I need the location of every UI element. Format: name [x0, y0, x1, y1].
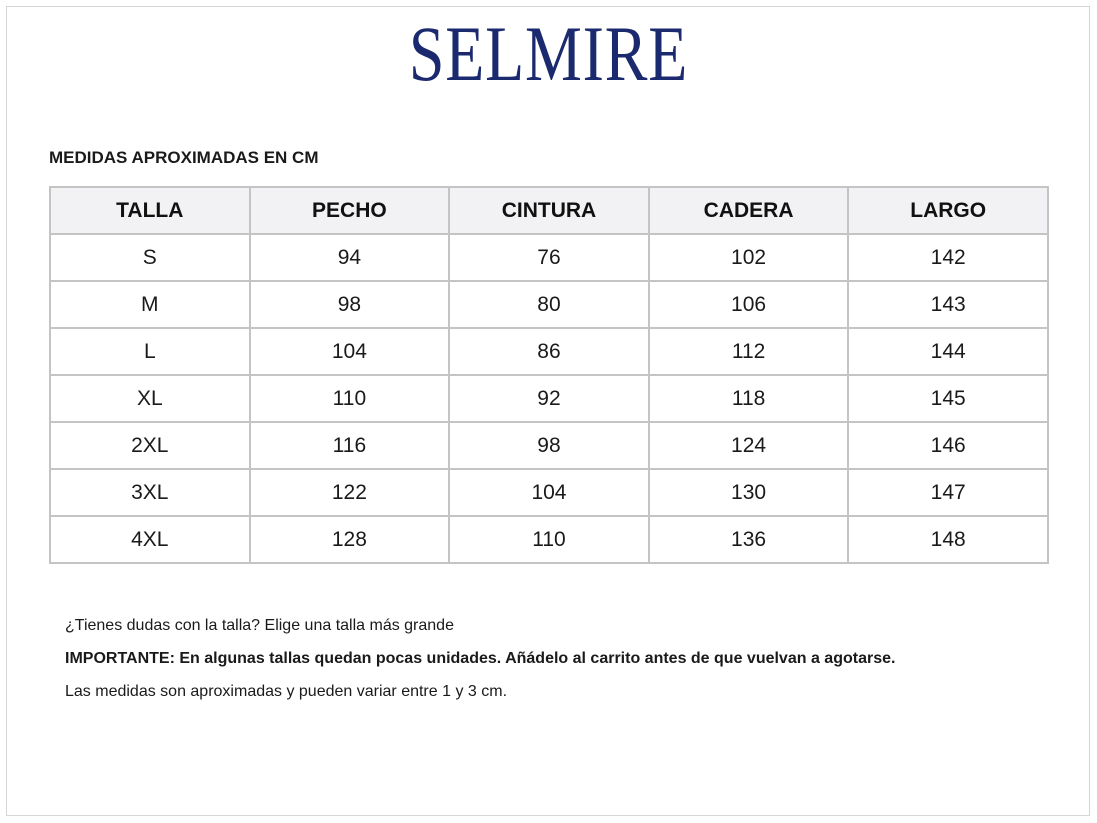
cell-talla: 4XL [50, 516, 250, 563]
cell-talla: S [50, 234, 250, 281]
header-cadera: CADERA [649, 187, 849, 234]
cell-cintura: 76 [449, 234, 649, 281]
brand-logo: SELMIRE [408, 10, 689, 97]
cell-largo: 148 [848, 516, 1048, 563]
table-row [50, 328, 1048, 375]
cell-largo: 146 [848, 422, 1048, 469]
cell-cadera: 102 [649, 234, 849, 281]
cell-talla: M [50, 281, 250, 328]
notes-block [65, 616, 1065, 715]
cell-largo: 143 [848, 281, 1048, 328]
cell-cadera: 130 [649, 469, 849, 516]
table-row [50, 516, 1048, 563]
cell-cintura: 92 [449, 375, 649, 422]
cell-cadera: 112 [649, 328, 849, 375]
header-cintura: CINTURA [449, 187, 649, 234]
header-largo: LARGO [848, 187, 1048, 234]
cell-largo: 145 [848, 375, 1048, 422]
cell-largo: 144 [848, 328, 1048, 375]
cell-pecho: 104 [250, 328, 450, 375]
table-row [50, 234, 1048, 281]
note-doubt: ¿Tienes dudas con la talla? Elige una talla más grande [65, 617, 454, 634]
cell-cintura: 110 [449, 516, 649, 563]
cell-pecho: 110 [250, 375, 450, 422]
cell-largo: 142 [848, 234, 1048, 281]
cell-cintura: 98 [449, 422, 649, 469]
table-row [50, 375, 1048, 422]
header-talla: TALLA [50, 187, 250, 234]
cell-cadera: 118 [649, 375, 849, 422]
cell-pecho: 116 [250, 422, 450, 469]
cell-cintura: 86 [449, 328, 649, 375]
cell-talla: 2XL [50, 422, 250, 469]
table-row [50, 281, 1048, 328]
cell-pecho: 98 [250, 281, 450, 328]
size-table [49, 186, 1049, 564]
cell-cadera: 136 [649, 516, 849, 563]
cell-talla: 3XL [50, 469, 250, 516]
header-pecho: PECHO [250, 187, 450, 234]
cell-cintura: 104 [449, 469, 649, 516]
cell-cintura: 80 [449, 281, 649, 328]
cell-cadera: 106 [649, 281, 849, 328]
note-approx: Las medidas son aproximadas y pueden variar entre 1 y 3 cm. [65, 683, 508, 700]
cell-pecho: 122 [250, 469, 450, 516]
cell-cadera: 124 [649, 422, 849, 469]
cell-talla: XL [50, 375, 250, 422]
table-header-row [50, 187, 1048, 234]
cell-pecho: 94 [250, 234, 450, 281]
cell-talla: L [50, 328, 250, 375]
table-row [50, 469, 1048, 516]
section-title: MEDIDAS APROXIMADAS EN CM [49, 148, 319, 167]
cell-pecho: 128 [250, 516, 450, 563]
note-important: IMPORTANTE: En algunas tallas quedan pocas unidades. Añádelo al carrito antes de que vuelvan a agotarse. [65, 650, 896, 667]
table-row [50, 422, 1048, 469]
cell-largo: 147 [848, 469, 1048, 516]
